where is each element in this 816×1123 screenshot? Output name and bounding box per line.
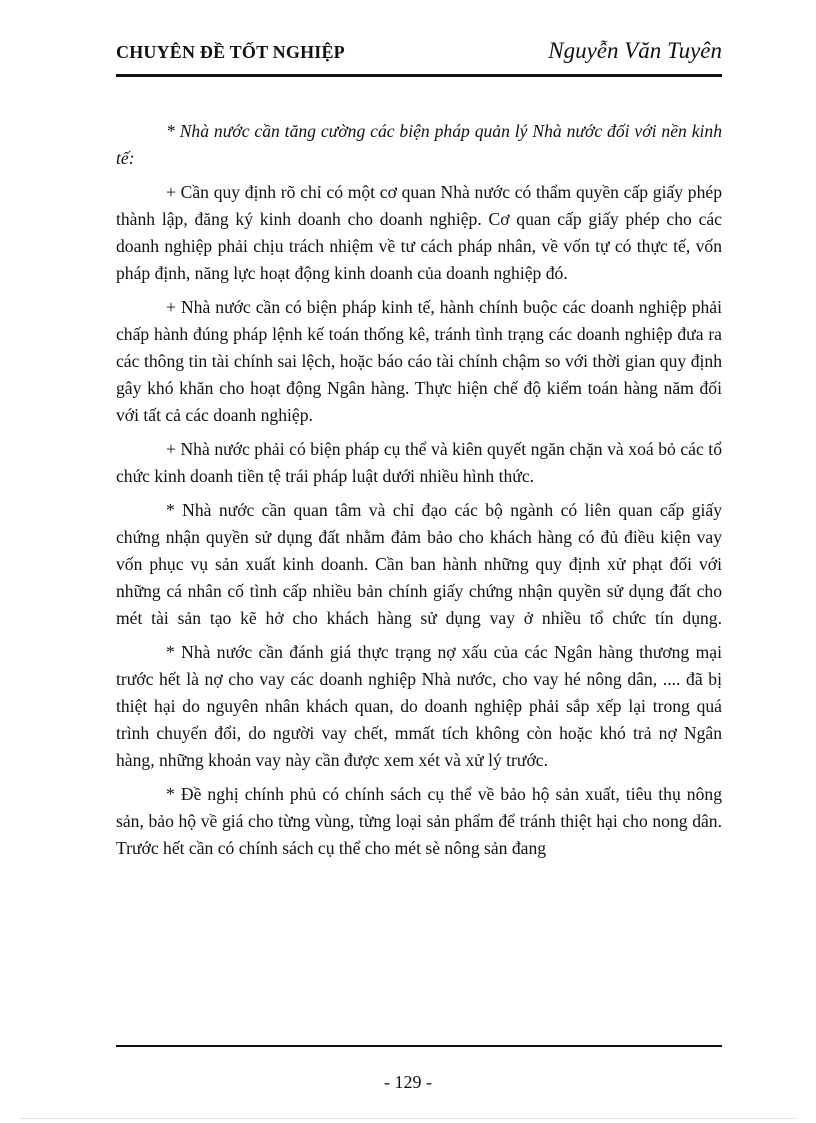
paragraph-bad-debt: * Nhà nước cần đánh giá thực trạng nợ xấu của các Ngân hàng thương mại trước hết là nợ cho vay các doanh nghiệp Nhà nước, cho vay hé nông dân, .... đã bị thiệt hại do nguyên nhân khách quan, do doanh nghiệp phải sắp xếp lại trong quá trình chuyển đổi, do người vay chết, mmất tích không còn hoặc khó trả nợ Ngân hàng, những khoản vay này cần được xem xét và xử lý trước. [116, 642, 722, 770]
page-edge-dotted-line [20, 1118, 796, 1119]
paragraph-agriculture-protection: * Đề nghị chính phủ có chính sách cụ thể về bảo hộ sản xuất, tiêu thụ nông sản, bảo hộ về giá cho từng vùng, từng loại sản phẩm để tránh thiệt hại cho nong dân. Trước hết cần có chính sách cụ thể cho mét sè nông sản đang [116, 784, 722, 858]
paragraph-state-measures: * Nhà nước cần tăng cường các biện pháp quản lý Nhà nước đối với nền kinh tế: [116, 121, 722, 168]
footer-divider [116, 1045, 722, 1047]
document-title: CHUYÊN ĐỀ TỐT NGHIỆP [116, 42, 345, 62]
paragraph-licensing: + Cần quy định rõ chỉ có một cơ quan Nhà nước có thẩm quyền cấp giấy phép thành lập, đăng ký kinh doanh cho doanh nghiệp. Cơ quan cấp giấy phép cho các doanh nghiệp phải chịu trách nhiệm về tư cách pháp nhân, về vốn tự có thực tế, vốn pháp định, năng lực hoạt động kinh doanh của doanh nghiệp đó. [116, 182, 722, 283]
page-number: - 129 - [384, 1072, 432, 1092]
paragraph-land-certificates: * Nhà nước cần quan tâm và chỉ đạo các bộ ngành có liên quan cấp giấy chứng nhận quyền sử dụng đất nhằm đảm bảo cho khách hàng có đủ điều kiện vay vốn phục vụ sản xuất kinh doanh. Cần ban hành những quy định xử phạt đối với những cá nhân cố tình cấp nhiều bản chính giấy chứng nhận quyền sử dụng đất cho mét tài sản tạo kẽ hở cho khách hàng sử dụng vay ở nhiều tổ chức tín dụng. [116, 500, 722, 628]
paragraph-accounting: + Nhà nước cần có biện pháp kinh tế, hành chính buộc các doanh nghiệp phải chấp hành đúng pháp lệnh kế toán thống kê, tránh tình trạng các doanh nghiệp đưa ra các thông tin tài chính sai lệch, hoặc báo cáo tài chính chậm so với thời gian quy định gây khó khăn cho hoạt động Ngân hàng. Thực hiện chế độ kiểm toán hàng năm đối với tất cả các doanh nghiệp. [116, 297, 722, 425]
page-body [116, 118, 722, 869]
author-name: Nguyễn Văn Tuyên [548, 38, 722, 63]
page-header [116, 36, 722, 76]
paragraph-illegal-finance: + Nhà nước phải có biện pháp cụ thể và kiên quyết ngăn chặn và xoá bỏ các tổ chức kinh doanh tiền tệ trái pháp luật dưới nhiều hình thức. [116, 439, 722, 486]
header-divider [116, 74, 722, 77]
